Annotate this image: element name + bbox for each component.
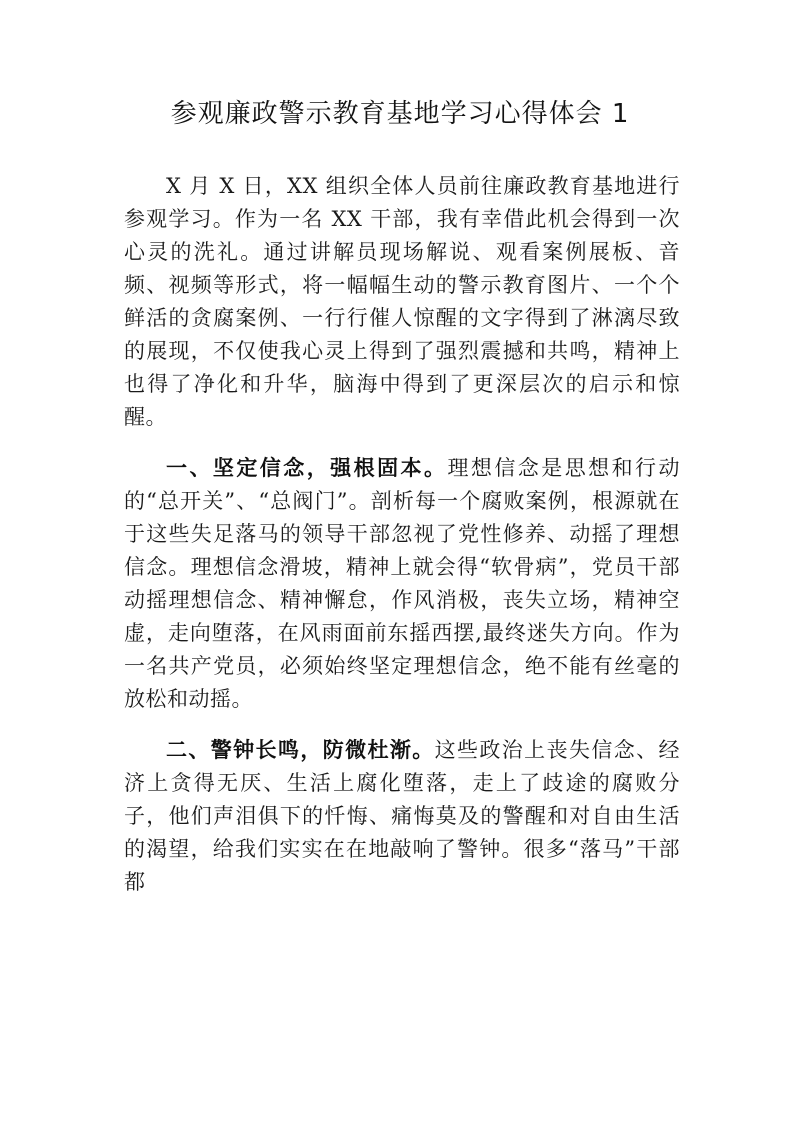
document-title: 参观廉政警示教育基地学习心得体会 1 — [170, 99, 630, 129]
section-heading-1: 一、坚定信念，强根固本。 — [166, 456, 448, 480]
document-body — [124, 170, 680, 917]
section-text-2: 这些政治上丧失信念、经济上贪得无厌、生活上腐化堕落，走上了歧途的腐败分子，他们声泪俱下的忏悔、痛悔莫及的警醒和对自由生活的渴望，给我们实实在在地敲响了警钟。很多“落马”干部都 — [124, 738, 681, 894]
section-paragraph-1 — [124, 452, 680, 716]
section-paragraph-2 — [124, 734, 680, 899]
intro-paragraph: X 月 X 日，XX 组织全体人员前往廉政教育基地进行参观学习。作为一名 XX 干部，我有幸借此机会得到一次心灵的洗礼。通过讲解员现场解说、观看案例展板、音频、视频等形式，将一幅幅生动的警示教育图片、一个个鲜活的贪腐案例、一行行催人惊醒的文字得到了淋漓尽致的展现，不仅使我心灵上得到了强烈震撼和共鸣，精神上也得了净化和升华，脑海中得到了更深层次的启示和惊醒。 — [124, 174, 680, 429]
section-text-1: 理想信念是思想和行动的“总开关”、“总阀门”。剖析每一个腐败案例，根源就在于这些失足落马的领导干部忽视了党性修养、动摇了理想信念。理想信念滑坡，精神上就会得“软骨病”，党员干部动摇理想信念、精神懈怠，作风消极，丧失立场，精神空虚，走向堕落，在风雨面前东摇西摆,最终迷失方向。作为一名共产党员，必须始终坚定理想信念，绝不能有丝毫的放松和动摇。 — [124, 456, 681, 711]
section-heading-2: 二、警钟长鸣，防微杜渐。 — [166, 738, 435, 762]
